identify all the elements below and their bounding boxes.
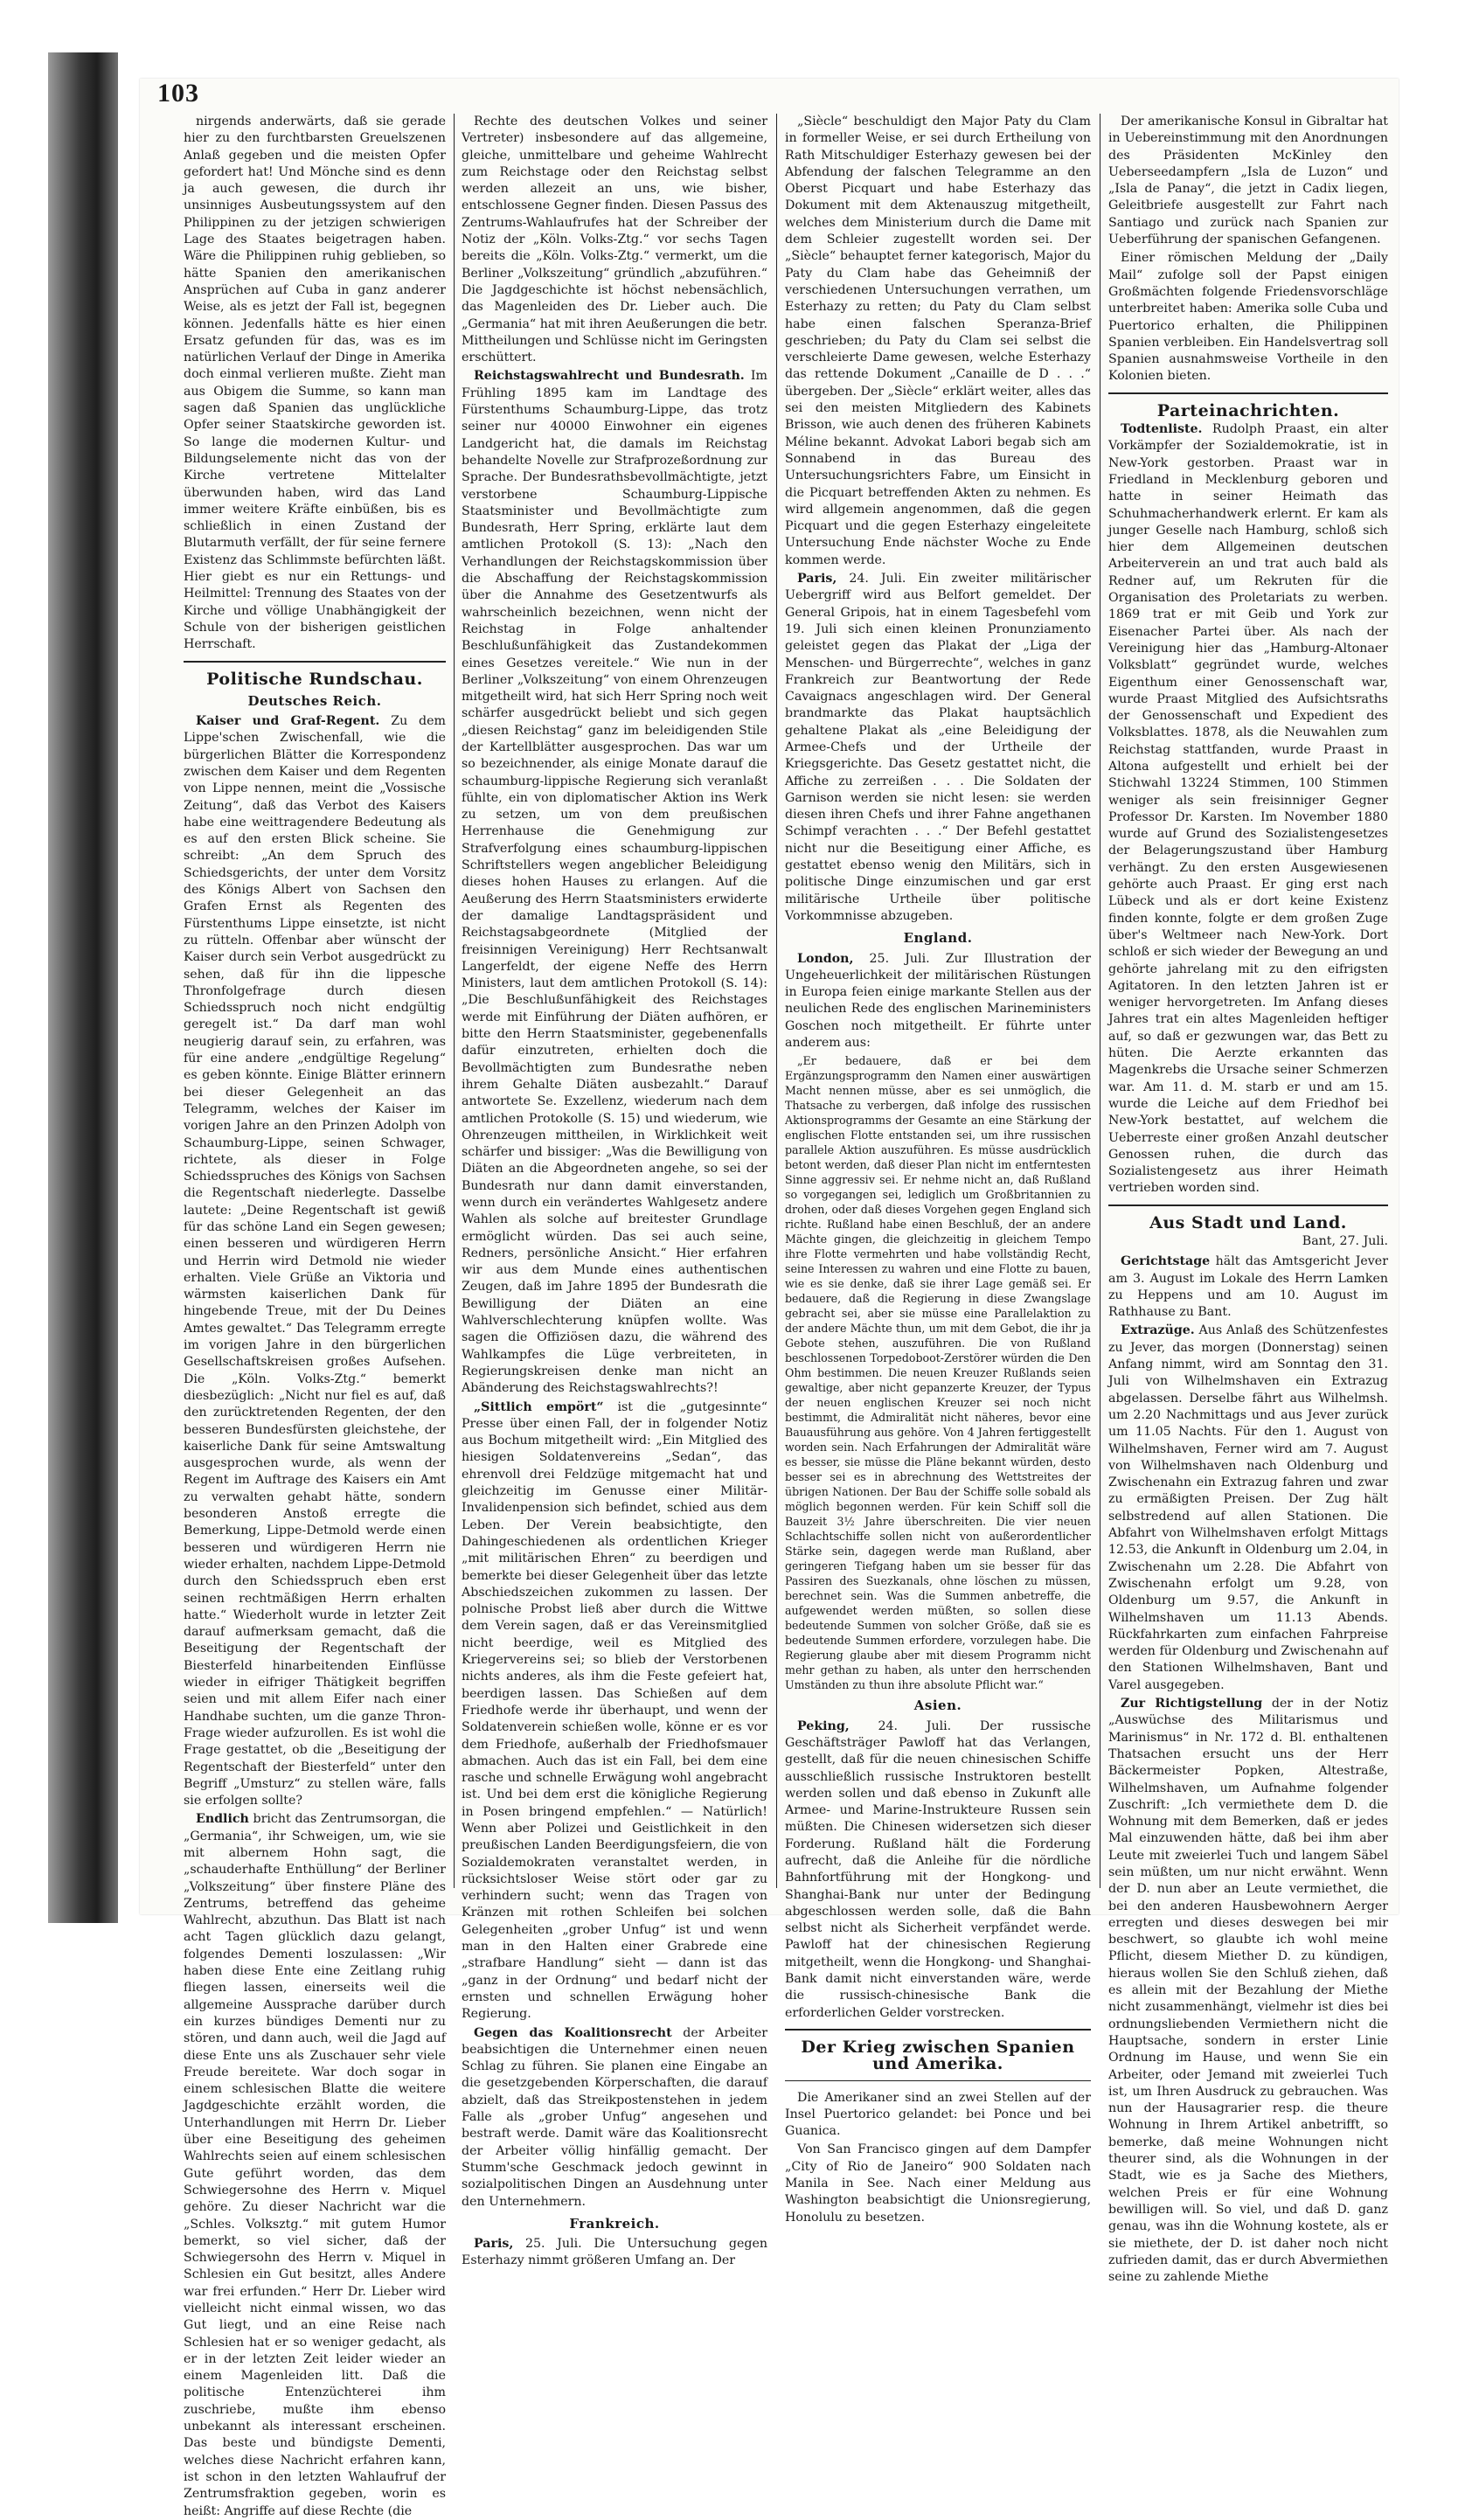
- article-paragraph: Einer römischen Meldung der „Daily Mail“ zufolge soll der Papst einigen Großmächten folgende Friedensvorschläge unterbreitet haben: Amerika solle Cuba und Puertorico erhalten, die Philippinen Spanien verbleiben. Ein Handelsvertrag soll Spanien ausnahmsweise Vortheile in den Kolonien bieten.: [1108, 251, 1388, 384]
- subsection-heading: Frankreich.: [569, 2215, 660, 2232]
- paragraph-text: 24. Juli. Ein zweiter militärischer Uebergriff wird aus Belfort gemeldet. Der General Gripois, hat in einem Tagesbefehl vom 19. Juli sich einen kleinen Pronunziamento geleistet gegen das Plakat der „Liga der Menschen- und Bürgerrechte“, welches in ganz Frankreich zur Beantwortung der Rede Cavaignacs angeschlagen wird. Der General brandmarkte das Plakat hauptsächlich gehaltene Plakat als „eine Beleidigung der Armee-Chefs und der Urtheile der Kriegsgerichte. Das Gesetz gestattet nicht, die Affiche zu zerreißen . . . Die Soldaten der Garnison werden sie nicht lesen: sie werden diesen ihren Chefs und ihrer Fahne angethanen Schimpf verachten . . .“ Der Befehl gestattet nicht nur die Beseitigung einer Affiche, es gestattet ebenso wenig den Militärs, sich in politische Dinge einzumischen und gar erst militärische Urtheile über politische Vorkommnisse abzugeben.: [785, 572, 1091, 923]
- article-paragraph: [184, 1811, 446, 2519]
- paragraph-lead: Gerichtstage: [1121, 1254, 1211, 1269]
- section-divider: [785, 2080, 1091, 2081]
- column-2: [462, 114, 767, 2268]
- article-paragraph: Von San Francisco gingen auf dem Dampfer „City of Rio de Janeiro“ 900 Soldaten nach Manila in See. Nach einer Meldung aus Washington beabsichtigt die Unionsregierung, Honolulu zu besetzen.: [785, 2142, 1091, 2225]
- article-paragraph: [1108, 1322, 1388, 1694]
- section-divider: [184, 661, 446, 663]
- column-rule: [776, 114, 777, 1888]
- paragraph-text: 25. Juli. Die Untersuchung gegen Esterhazy nimmt größeren Umfang an. Der: [462, 2237, 767, 2268]
- paragraph-lead: Peking,: [797, 1718, 850, 1733]
- paragraph-lead: „Sittlich empört“: [474, 1399, 604, 1414]
- paragraph-text: 24. Juli. Der russische Geschäftsträger Pawloff hat das Verlangen, gestellt, daß für die neuen chinesischen Schiffe ausschließlich russische Instruktoren bestellt werden sollen und daß ebenso in Zukunft alle Armee- und Marine-Instrukteure Russen sein müßten. Die Chinesen widersetzen sich dieser Forderung. Rußland hält die Forderung aufrecht, daß die Anleihe für die nördliche Bahnfortführung mit der Hongkong- und Shanghai-Bank nur unter der Bedingung abgeschlossen werden solle, daß die Bahn selbst nicht als Sicherheit verpfändet werde. Pawloff hat der chinesischen Regierung mitgetheilt, wenn die Hongkong- und Shanghai-Bank damit nicht einverstanden wäre, werde die russisch-chinesische Bank die erforderlichen Gelder vorstrecken.: [785, 1718, 1091, 2020]
- paragraph-lead: Paris,: [797, 572, 837, 587]
- paragraph-lead: London,: [797, 951, 854, 966]
- article-paragraph: Der amerikanische Konsul in Gibraltar hat in Uebereinstimmung mit den Anordnungen des Präsidenten McKinley den Ueberseedampfern „Isla de Luzon“ und „Isla de Panay“, die jetzt in Cadix liegen, Geleitbriefe ausgestellt zur Fahrt nach Santiago und zurück nach Spanien zur Ueberführung der spanischen Gefangenen.: [1108, 115, 1388, 247]
- paragraph-lead: Paris,: [474, 2237, 514, 2252]
- section-heading: Politische Rundschau.: [206, 669, 423, 689]
- article-paragraph: [785, 951, 1091, 1052]
- paragraph-text: hält das Amtsgericht Jever am 3. August im Lokale des Herrn Lamken zu Heppens und am 10. August im Rathhause zu Bant.: [1108, 1254, 1388, 1320]
- paragraph-text: Aus Anlaß des Schützenfestes zu Jever, das morgen (Donnerstag) seinen Anfang nimmt, wird am Sonntag den 31. Juli von Wilhelmshaven ein Extrazug abgelassen. Derselbe fährt aus Wilhelmsh. um 2.20 Nachmittags und aus Jever zurück um 11.05 Nachts. Für den 1. August von Wilhelmshaven, Ferner wird am 7. August von Wilhelmshaven nach Oldenburg und Zwischenahn ein Extrazug fahren und zwar zu ermäßigten Preisen. Der Zug hält selbstredend auf allen Stationen. Die Abfahrt von Wilhelmshaven erfolgt Mittags 12.53, die Ankunft in Oldenburg um 2.04, in Zwischenahn um 2.28. Die Abfahrt von Zwischenahn erfolgt um 9.28, von Oldenburg um 9.57, die Ankunft in Wilhelmshaven um 11.13 Abends. Rückfahrkarten zum einfachen Fahrpreise werden für Oldenburg und Zwischenahn auf den Stationen Wilhelmshaven, Bant und Varel ausgegeben.: [1108, 1323, 1388, 1692]
- article-paragraph: nirgends anderwärts, daß sie gerade hier zu den furchtbarsten Greuelszenen Anlaß gegeben und die meisten Opfer gefordert hat! Und Mönche sind es denn ja auch gewesen, die durch ihr unsinniges Ausbeutungssystem auf den Philippinen zu der jetzigen schwierigen Lage des Staates beigetragen haben. Wäre die Philippinen ruhig geblieben, so hätte Spanien den amerikanischen Ansprüchen auf Cuba in ganz anderer Weise, als es jetzt der Fall ist, begegnen können. Jedenfalls hätte es hier einen Ersatz gefunden für das, was es im natürlichen Verlauf der Dinge in Amerika doch einmal verlieren mußte. Zieht man aus Obigem die Summe, so kann man sagen daß Spanien das unglückliche Opfer seiner Staatskirche geworden ist. So lange die modernen Kultur- und Bildungselemente nicht das von der Kirche vertretene Mittelalter überwunden haben, wird das Land immer weitere Kräfte einbüßen, bis es schließlich in einen Zustand der Blutarmuth verfällt, der für seine fernere Existenz das Schlimmste befürchten läßt. Hier giebt es nur ein Rettungs- und Heilmittel: Trennung des Staates von der Kirche und völlige Unabhängigkeit der Schule von der bisherigen geistlichen Herrschaft.: [184, 115, 446, 652]
- article-paragraph: Die Amerikaner sind an zwei Stellen auf der Insel Puertorico gelandet: bei Ponce und bei Guanica.: [785, 2090, 1091, 2139]
- paragraph-text: 25. Juli. Zur Illustration der Ungeheuerlichkeit der militärischen Rüstungen in Europa feien einige markante Stellen aus der neulichen Rede des englischen Marineministers Goschen noch mitgetheilt. Er führte unter anderem aus:: [785, 951, 1091, 1051]
- paragraph-lead: Gegen das Koalitionsrecht: [474, 2025, 672, 2040]
- quoted-speech: „Er bedauere, daß er bei dem Ergänzungsprogramm den Namen einer auswärtigen Macht nennen müsse, aber es sei unmöglich, die Thatsache zu verbergen, daß infolge des russischen Aktionsprogramms der Gesamte an eine Stärkung der englischen Flotte entstanden sei, um ihre russischen parallele Aktion auszuführen. Es müsse ausdrücklich betont werden, daß dieser Plan nicht im entferntesten Sinne aggressiv sei. Er nehme nicht an, daß Rußland so vorgegangen sei, lediglich um Großbritannien zu drohen, oder daß dieses Vorgehen gegen England sich richte. Rußland habe einen Beschluß, der an andere Mächte gingen, die gleichzeitig in gleichem Tempo ihre Flotte vermehrten und habe vollständig Recht, seine Interessen zu wahren und eine Flotte zu bauen, wie es sie denke, daß sie ihrer Lage gemäß sei. Er bedauere, daß die Regierung in diese Zwangslage gebracht sei, aber sie müsse eine Parallelaktion zu der andere Mächte thun, um mit dem Gebot, die ihr ja Gebote stehen, auszuführen. Die von Rußland beschlossenen Torpedoboot-Zerstörer würden die Den Ohm bestimmen. Die neuen Kreuzer Rußlands seien gewaltige, aber nicht gepanzerte Kreuzer, der Typus der neuen englischen Kreuzer sei noch nicht bestimmt, die Admiralität nicht näheres, bevor eine Bauausführung aus gehöre. Von 4 Jahren fertiggestellt worden sein. Nach Erfahrungen der Admiralität wäre es besser, sie müsse die Pläne bekannt würden, desto besser sei es in abrechnung des Wettstreites der übrigen Nationen. Der Bau der Schiffe solle sobald als möglich begonnen werden. Für kein Schiff soll die Bauzeit 3½ Jahre überschreiten. Die vier neuen Schlachtschiffe sollen nicht von außerordentlicher Stärke sein, dagegen werde man Rußland, aber geringeren Tiefgang haben um sie besser für das Passiren des Suezkanals, ohne löschen zu müssen, berechnet sein. Was die Summen anbetreffe, die aufgewendet werden müßten, so sollen diese bedeutende Summen von solcher Größe, daß sie es bedeutende Summen erfordere, vorzulegen habe. Die Regierung glaube aber mit diesem Programm nicht mehr gethan zu haben, als unter den herrschenden Umständen zu thun ihre absolute Pflicht war.“: [785, 1054, 1091, 1692]
- article-paragraph: [1108, 1253, 1388, 1321]
- subsection-heading: England.: [903, 930, 973, 947]
- newspaper-page: [140, 79, 1399, 2518]
- column-4: [1108, 114, 1388, 2285]
- column-3: [785, 114, 1091, 2225]
- book-binding: [48, 52, 118, 1923]
- paragraph-text: bricht das Zentrumsorgan, die „Germania“, ihr Schweigen, um, wie sie mit albernem Hohn sagt, die „schauderhafte Enthüllung“ der Berliner „Volkszeitung“ über finstere Pläne des Zentrums, betreffend das geheime Wahlrecht, abzuthun. Das Blatt ist nach acht Tagen glücklich dazu gelangt, folgendes Dementi loszulassen: „Wir haben diese Ente eine Zeitlang ruhig fliegen lassen, einerseits weil die allgemeine Aussprache darüber durch ein kurzes bündiges Dementi nur zu stören, und dann auch, weil die Jagd auf diese Ente uns als Zuschauer sehr viele Freude bereitete. War doch sogar in einem schlesischen Blatte die weitere Jagdgeschichte erzählt worden, die Unterhandlungen mit Herrn Dr. Lieber über eine Beseitigung des geheimen Wahlrechts seien auf einem schlesischen Gute geführt worden, das dem Schwiegersohne des Herrn v. Miquel gehöre. Zu dieser Nachricht war die „Schles. Volksztg.“ mit gutem Humor bemerkt, so viel sicher, daß der Schwiegersohn des Herrn v. Miquel in Schlesien ein Gut besitzt, alles Andere war frei erfunden.“ Herr Dr. Lieber wird vielleicht nicht einmal wissen, wo das Gut liegt, und an eine Reise nach Schlesien hat er so weniger gedacht, als er in der letzten Zeit leider wieder an einem Magenleiden litt. Daß die politische Entenzüchterei ihm zuschriebe, mußte ihm ebenso unbekannt als interessant erscheinen. Das beste und bündigste Dementi, welches diese Nachricht erfahren kann, ist schon in den letzten Wahlaufruf der Zentrumsfraktion gegeben, worin es heißt: Angriffe auf diese Rechte (die: [184, 1812, 446, 2518]
- article-paragraph: „Siècle“ beschuldigt den Major Paty du Clam in formeller Weise, er sei durch Ertheilung von Rath Mitschuldiger Esterhazy gewesen bei der Abfendung der falschen Telegramme an den Oberst Picquart und habe Esterhazy das Dokument mit dem Aktenauszug mitgetheilt, welches dem Ministerium durch die Dame mit dem Schleier zugestellt worden sei. Der „Siècle“ behauptet ferner kategorisch, Major du Paty du Clam habe das Geheimniß der verschiedenen Untersuchungen verrathen, um Esterhazy zu retten; du Paty du Clam selbst habe einen falschen Speranza-Brief geschrieben; du Paty du Clam sei selbst die verschleierte Dame gewesen, welche Esterhazy das rettende Dokument „Canaille de D . . .“ übergeben. Der „Siècle“ erklärt weiter, alles das sei den meisten Mitgliedern des Kabinets Brisson, wie auch denen des früheren Kabinets Méline bekannt. Advokat Labori begab sich am Sonnabend in das Bureau des Untersuchungsrichters Fabre, um Einsicht in die Picquart betreffenden Akten zu nehmen. Es wird allgemein angenommen, daß die gegen Picquart und die gegen Esterhazy eingeleitete Untersuchung Ende nächster Woche zu Ende kommen werde.: [785, 115, 1091, 567]
- article-paragraph: [184, 713, 446, 1809]
- paragraph-text: Rudolph Praast, ein alter Vorkämpfer der Sozialdemokratie, ist in New-York gestorben. Praast war in Friedland in Mecklenburg geboren und hatte in seiner Heimath das Schuhmacherhandwerk erlernt. Er kam als junger Geselle nach Hamburg, schloß sich hier dem Allgemeinen deutschen Arbeiterverein an und trat auch bald als Redner auf, um Rekruten für die Organisation des Proletariats zu werben. 1869 trat er mit Geib und York zur Eisenacher Partei über. Als nach der Vereinigung hier das „Hamburg-Altonaer Volksblatt“ gegründet wurde, welches Eigenthum einer Genossenschaft war, wurde Praast Mitglied des Aufsichtsraths der Genossenschaft und Expedient des Volksblattes. 1878, als die Neuwahlen zum Reichstag stattfanden, wurde Praast in Altona aufgestellt und erhielt bei der Stichwahl 13224 Stimmen, 100 Stimmen weniger als sein freisinniger Gegner Professor Dr. Karsten. Im November 1880 wurde auf Grund des Sozialistengesetzes der Belagerungszustand über Hamburg verhängt. Zu den ersten Ausgewiesenen gehörte auch Praast. Er ging erst nach Lübeck und als er dort keine Existenz finden konnte, folgte er dem großen Zuge über's Weltmeer nach New-York. Dort schloß er sich wieder der Bewegung an und gehörte jahrelang mit zu den eifrigsten Agitatoren. In den letzten Jahren ist er weniger hervorgetreten. Im Anfang dieses Jahres trat ein altes Magenleiden heftiger auf, so daß er gezwungen war, das Bett zu hüten. Die Aerzte erkannten das Magenkrebs die Ursache seiner Schmerzen war. Am 11. d. M. starb er und am 15. wurde die Leiche auf dem Friedhof bei New-York bestattet, auf welchem die Ueberreste einer großen Anzahl deutscher Genossen ruhen, die durch das Sozialistengesetz aus ihrer Heimath vertrieben worden sind.: [1108, 422, 1388, 1196]
- article-paragraph: [1108, 421, 1388, 1198]
- section-divider: [1108, 1204, 1388, 1206]
- section-heading: Der Krieg zwischen Spanien und Amerika.: [801, 2037, 1075, 2074]
- article-paragraph: [462, 368, 767, 1397]
- article-paragraph: [462, 2236, 767, 2270]
- column-rule: [454, 114, 455, 1888]
- paragraph-lead: Todtenliste.: [1121, 422, 1203, 437]
- article-paragraph: [785, 1718, 1091, 2022]
- paragraph-text: ist die „gutgesinnte“ Presse über einen Fall, der in folgender Notiz aus Bochum mitgetheilt wird: „Ein Mitglied des hiesigen Soldatenvereins „Sedan“, das ehrenvoll drei Feldzüge mitgemacht hat und gleichzeitig im Genusse einer Militär-Invalidenpension sich befindet, schied aus dem Leben. Der Verein beabsichtigte, den Dahingeschiedenen als ordentlichen Krieger „mit militärischen Ehren“ zu beerdigen und bemerkte bei dieser Gelegenheit über das letzte Abschiedszeichen zukommen zu lassen. Der polnische Probst ließ aber durch die Wittwe dem Verein sagen, daß er das Vereinsmitglied nicht beerdige, weil es Mitglied des Kriegervereins sei; so blieb der Verstorbenen nichts anderes, als ihm die Feste gefeiert hat, beerdigen lassen. Das Schießen auf dem Friedhofe werde ihr überhaupt, und wenn der Soldatenverein schießen wolle, könne er es vor dem Friedhofe, außerhalb der Friedhofsmauer abmachen. Auch das ist ein Fall, bei dem eine rasche und schnelle Erwägung wohl angebracht ist. Und bei dem erst die königliche Regierung in Posen bringend empfehlen.“ — Natürlich! Wenn aber Polizei und Geistlichkeit in den preußischen Landen Beerdigungsfeiern, die von Sozialdemokraten veranstaltet werden, in rücksichtsloser Weise stört oder gar zu verhindern sucht; wenn das Tragen von Kränzen mit rothen Schleifen bei solchen Gelegenheiten „grober Unfug“ ist und wenn man in den Halten einer Grabrede eine „strafbare Handlung“ sieht — dann ist das „ganz in der Ordnung“ und bedarf nicht der ernsten und schnellen Erwägung hoher Regierung.: [462, 1399, 767, 2022]
- section-divider: [785, 2029, 1091, 2031]
- paragraph-lead: Reichstagswahlrecht und Bundesrath.: [474, 369, 745, 384]
- paragraph-lead: Endlich: [196, 1812, 249, 1827]
- article-paragraph: [785, 571, 1091, 925]
- subsection-heading: Deutsches Reich.: [247, 692, 382, 709]
- section-heading: Aus Stadt und Land.: [1149, 1212, 1347, 1232]
- paragraph-text: Im Frühling 1895 kam im Landtage des Fürstenthums Schaumburg-Lippe, das trotz seiner nur 40000 Einwohner ein eigenes Landgericht hat, die damals im Reichstag behandelte Novelle zur Strafprozeßordnung zur Sprache. Der Bundesrathsbevollmächtigte, jetzt verstorbene Schaumburg-Lippische Staatsminister und Bevollmächtigte zum Bundesrath, Herr Spring, erklärte laut dem amtlichen Protokoll (S. 13): „Nach den Verhandlungen der Reichstagskommission über die Abschaffung der Reichstagskommission über die Annahme des Gesetzentwurfs als wahrscheinlich bezeichnen, wenn nicht der Reichstag in Folge anhaltender Beschlußunfähigkeit das Zustandekommen eines Gesetzes vereitele.“ Wie nun in der Berliner „Volkszeitung“ von einem Ohrenzeugen mitgetheilt wird, hat sich Herr Spring noch weit schärfer ausgedrückt beliebt und sich gegen „diesen Reichstag“ ganz im beleidigenden Stile der Kartellblätter ausgesprochen. Das war um so bezeichnender, als einige Monate darauf die schaumburg-lippische Regierung sich veranlaßt fühlte, ein von diplomatischer Aktion ins Werk zu setzen, um von dem preußischen Herrenhause die Genehmigung zur Strafverfolgung eines schaumburg-lippischen Schriftstellers wegen angeblicher Beleidigung dieses hohen Hauses zu erlangen. Auf die Aeußerung des Herrn Staatsministers erwiderte der damalige Landtagspräsident und Reichstagsabgeordnete (Mitglied der freisinnigen Vereinigung) Herr Rechtsanwalt Langerfeldt, der eigene Neffe des Herrn Ministers, laut dem amtlichen Protokoll (S. 14): „Die Beschlußunfähigkeit des Reichstages werde mit Einführung der Diäten aufhören, er bitte den Herrn Staatsminister, gegebenenfalls dafür einzutreten, erhielten doch die Bevollmächtigten zum Bundesrathe neben ihrem Gehalte Diäten ausbezahlt.“ Darauf antwortete Se. Exzellenz, wiederum nach dem amtlichen Protokolle (S. 15) und wiederum, wie Ohrenzeugen mittheilen, in Wirklichkeit weit schärfer und bissiger: „Was die Bewilligung von Diäten an die Abgeordneten angehe, so sei der Bundesrath nur dann damit einverstanden, wenn durch ein verändertes Wahlgesetz andere Wahlen als solche auf breitester Grundlage ermöglicht würden. Das sei auch seine, Redners, persönliche Ansicht.“ Hier erfahren wir aus dem Munde eines authentischen Zeugen, daß im Jahre 1895 der Bundesrath die Bewilligung der Diäten an eine Wahlverschlechterung knüpfen wollte. Was sagen die Offiziösen dazu, die während des Wahlkampfes die Lüge verbreiteten, in Regierungskreisen denke man nicht an Abänderung des Reichstagswahlrechts?!: [462, 369, 767, 1396]
- article-paragraph: Rechte des deutschen Volkes und seiner Vertreter) insbesondere auf das allgemeine, gleiche, unmittelbare und geheime Wahlrecht zum Reichstage oder den Reichstag selbst werden allezeit an uns, wie bisher, entschlossene Gegner finden. Diesen Passus des Zentrums-Wahlaufrufes hat der Schreiber der Notiz der „Köln. Volks-Ztg.“ vor sechs Tagen bereits die „Köln. Volks-Ztg.“ vermerkt, um die Berliner „Volkszeitung“ gründlich „abzuführen.“ Die Jagdgeschichte ist höchst nebensächlich, das Magenleiden des Dr. Lieber auch. Die „Germania“ hat mit ihren Aeußerungen die betr. Mittheilungen und Schlüsse nicht im Geringsten erschüttert.: [462, 115, 767, 365]
- dateline: Bant, 27. Juli.: [1302, 1234, 1388, 1248]
- section-heading: Parteinachrichten.: [1156, 400, 1340, 420]
- paragraph-lead: Extrazüge.: [1121, 1323, 1195, 1338]
- section-divider: [1108, 392, 1388, 394]
- article-paragraph: [1108, 1696, 1388, 2286]
- article-paragraph: [462, 1399, 767, 2024]
- page-number: 103: [157, 79, 199, 108]
- paragraph-text: Zu dem Lippe'schen Zwischenfall, wie die bürgerlichen Blätter die Korrespondenz zwischen dem Kaiser und dem Regenten von Lippe nennen, meint die „Vossische Zeitung“, daß das Verbot des Kaisers habe eine weittragendere Bedeutung als es auf den ersten Blick scheine. Sie schreibt: „An dem Spruch des Schiedsgerichts, der unter dem Vorsitz des Königs Albert von Sachsen den Grafen Ernst als Regenten des Fürstenthums Lippe einsetzte, ist nicht zu rütteln. Offenbar aber wünscht der Kaiser durch sein Verbot ausgedrückt zu sehen, daß für ihn die lippesche Thronfolgefrage durch diesen Schiedsspruch noch nicht endgültig geregelt ist.“ Da darf man wohl neugierig darauf sein, zu erfahren, was für eine andere „endgültige Regelung“ es geben könnte. Einige Blätter erinnern bei dieser Gelegenheit an das Telegramm, welches der Kaiser im vorigen Jahre an den Prinzen Adolph von Schaumburg-Lippe, seinen Schwager, richtete, als dieser in Folge Schiedsspruches des Königs von Sachsen die Regentschaft niederlegte. Dasselbe lautete: „Deine Regentschaft ist gewiß für das schöne Land ein Segen gewesen; einen besseren und würdigeren Herrn und Herrin wird Detmold nie wieder erhalten. Viele Grüße an Viktoria und wärmsten kaiserlichen Dank für hingebende Treue, mit der Du Deines Amtes gewaltet.“ Das Telegramm erregte im vorigen Jahre in den bürgerlichen Gesellschaftskreisen großes Aufsehen. Die „Köln. Volks-Ztg.“ bemerkt diesbezüglich: „Nicht nur fiel es auf, daß den zurücktretenden Regenten, der den besseren Bundesfürsten gleichstehe, der kaiserliche Dank für seine Amtswaltung ausgesprochen wurde, als wenn der Regent im Auftrage des Kaisers ein Amt zu verwalten gehabt hätte, sondern besonderen Anstoß erregte die Bemerkung, Lippe-Detmold werde einen besseren und würdigeren Herrn nie wieder erhalten, nachdem Lippe-Detmold durch den Schiedsspruch eben erst seinen rechtmäßigen Herrn erhalten hatte.“ Wiederholt wurde in letzter Zeit darauf aufmerksam gemacht, daß die Beseitigung der Regentschaft der Biesterfeld hinarbeitenden Einflüsse wieder in eifriger Thätigkeit begriffen seien und mit allem Eifer nach einer Handhabe suchten, um die ganze Thron-Frage wieder aufzurollen. Es ist wohl die Frage gestattet, ob die „Beseitigung der Regentschaft der Biesterfeld“ unter den Begriff „Umsturz“ zu stellen wäre, falls sie erfolgen sollte?: [184, 714, 446, 1808]
- paragraph-text: der in der Notiz „Auswüchse des Militarismus und Marinismus“ in Nr. 172 d. Bl. enthaltenen Thatsachen ersucht uns der Herr Bäckermeister Popken, Altestraße, Wilhelmshaven, um Aufnahme folgender Zuschrift: „Ich vermiethete dem D. die Wohnung mit dem Bemerken, daß er jedes Mal einzuwenden hätte, daß bei ihm aber Leute mit zweierlei Tuch und langem Säbel sein müßten, um nur nicht erwähnt. Wenn der D. nun aber an Leute vermiethet, die bei den anderen Hausbewohnern Aerger erregten und dieses deswegen bei mir beschwert, so glaubte ich wohl meine Pflicht, diesem Miether D. zu kündigen, hieraus wollen Sie den Schluß ziehen, daß es allein mit der Bezahlung der Miethe nicht zusammenhängt, vielmehr ist dies bei ordnungsliebenden Vermiethern nicht die Hauptsache, sondern in erster Linie Ordnung im Hause, und wenn Sie ein Arbeiter, oder Jemand mit zweierlei Tuch ist, um Ihren Ausdruck zu gebrauchen. Was nun der Hausagrarier resp. die theure Wohnung in Ihrem Artikel anbetrifft, so bemerke, daß meine Wohnungen nicht theurer sind, als die Wohnungen in der Stadt, wie es ja Sache des Miethers, welchen Preis er für eine Wohnung bewilligen will. So viel, und daß D. ganz genau, was ihn die Wohnung kostete, als er sie miethete, der D. ist daher noch nicht zufrieden damit, das er durch Abvermiethen seine zu zahlende Miethe: [1108, 1697, 1388, 2285]
- paragraph-lead: Kaiser und Graf-Regent.: [196, 714, 380, 729]
- subsection-heading: Asien.: [913, 1697, 962, 1714]
- article-paragraph: [462, 2025, 767, 2211]
- column-1: [184, 114, 446, 2518]
- paragraph-text: der Arbeiter beabsichtigen die Unternehmer einen neuen Schlag zu führen. Sie planen eine Eingabe an die gesetzgebenden Körperschaften, die darauf abzielt, daß das Streikpostenstehen in jedem Falle als „grober Unfug“ angesehen und bestraft werde. Damit wäre das Koalitionsrecht der Arbeiter völlig hinfällig gemacht. Der Stumm'sche Geschmack jedoch gewinnt in sozialpolitischen Dingen an Ausdehnung unter den Unternehmern.: [462, 2025, 767, 2209]
- paragraph-lead: Zur Richtigstellung: [1121, 1697, 1263, 1711]
